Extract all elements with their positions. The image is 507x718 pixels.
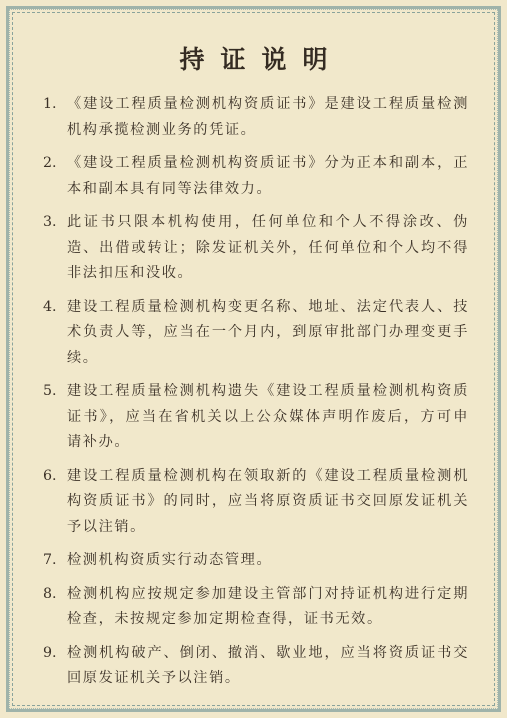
item-number: 9. <box>43 644 57 661</box>
list-item <box>43 641 469 692</box>
item-number: 2. <box>43 155 57 171</box>
list-item <box>43 151 469 202</box>
item-number: 7. <box>43 552 57 568</box>
item-number: 4. <box>43 298 57 315</box>
list-item <box>43 92 469 143</box>
instructions-list <box>43 92 469 700</box>
item-text: 《建设工程质量检测机构资质证书》是建设工程质量检测机构承揽检测业务的凭证。 <box>67 96 469 138</box>
item-number: 1. <box>43 96 57 112</box>
item-text: 建设工程质量检测机构在领取新的《建设工程质量检测机构资质证书》的同时，应当将原资质证书交回原发证机关予以注销。 <box>67 467 469 535</box>
item-text: 建设工程质量检测机构遗失《建设工程质量检测机构资质证书》，应当在省机关以上公众媒体声明作废后，方可申请补办。 <box>67 383 469 450</box>
item-number: 6. <box>43 467 57 484</box>
list-item <box>43 295 469 372</box>
item-number: 8. <box>43 585 57 602</box>
list-item <box>43 379 469 456</box>
item-text: 检测机构资质实行动态管理。 <box>67 552 273 568</box>
item-text: 《建设工程质量检测机构资质证书》分为正本和副本，正本和副本具有同等法律效力。 <box>67 155 469 197</box>
page-title: 持证说明 <box>179 45 344 74</box>
item-text: 建设工程质量检测机构变更名称、地址、法定代表人、技术负责人等，应当在一个月内，到原审批部门办理变更手续。 <box>67 298 469 366</box>
item-number: 5. <box>43 383 57 399</box>
item-text: 此证书只限本机构使用，任何单位和个人不得涂改、伪造、出借或转让；除发证机关外，任何单位和个人均不得非法扣压和没收。 <box>67 214 469 281</box>
list-item <box>43 210 469 287</box>
item-text: 检测机构破产、倒闭、撤消、歇业地，应当将资质证书交回原发证机关予以注销。 <box>67 644 469 686</box>
list-item <box>43 548 469 574</box>
list-item <box>43 582 469 633</box>
list-item <box>43 464 469 541</box>
item-number: 3. <box>43 214 57 230</box>
item-text: 检测机构应按规定参加建设主管部门对持证机构进行定期检查，未按规定参加定期检查得，证书无效。 <box>67 585 469 627</box>
